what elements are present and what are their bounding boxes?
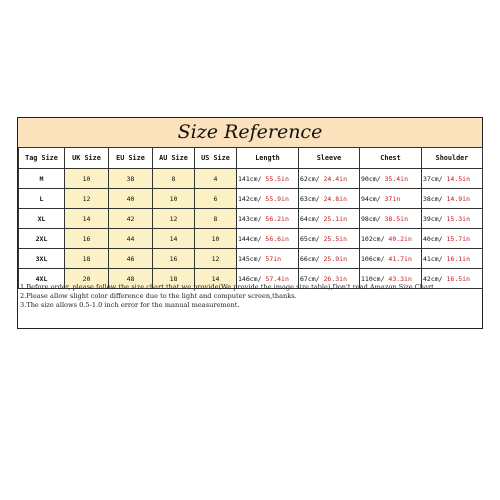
- length-cell: [237, 229, 299, 249]
- shoulder-cm: 38cm/: [423, 194, 443, 203]
- length-cell: [237, 249, 299, 269]
- chest-cell: [360, 249, 422, 269]
- au-size-cell: 10: [153, 189, 195, 209]
- size-table: [18, 147, 483, 289]
- shoulder-in: 16.5in: [446, 274, 470, 283]
- sleeve-cell: [299, 209, 360, 229]
- sleeve-cm: 67cm/: [300, 274, 320, 283]
- column-header-chest: Chest: [360, 148, 422, 169]
- table-row: [19, 189, 483, 209]
- table-row: [19, 169, 483, 189]
- page-title: Size Reference: [177, 121, 323, 143]
- chest-cell: [360, 229, 422, 249]
- column-header-us-size: US Size: [195, 148, 237, 169]
- notes-block: [20, 283, 478, 310]
- chest-cm: 106cm/: [361, 254, 385, 263]
- shoulder-in: 14.5in: [446, 174, 470, 183]
- sleeve-in: 26.3in: [323, 274, 347, 283]
- eu-size-cell: 40: [109, 189, 153, 209]
- tag-size-cell: 4XL: [19, 269, 65, 289]
- chest-in: 38.5in: [384, 214, 408, 223]
- shoulder-in: 15.7in: [446, 234, 470, 243]
- sleeve-in: 24.8in: [323, 194, 347, 203]
- au-size-cell: 14: [153, 229, 195, 249]
- column-header-eu-size: EU Size: [109, 148, 153, 169]
- au-size-cell: 8: [153, 169, 195, 189]
- length-cell: [237, 209, 299, 229]
- chest-cm: 90cm/: [361, 174, 381, 183]
- length-cell: [237, 189, 299, 209]
- chest-cell: [360, 189, 422, 209]
- shoulder-cell: [422, 229, 483, 249]
- uk-size-cell: 18: [65, 249, 109, 269]
- au-size-cell: 12: [153, 209, 195, 229]
- au-size-cell: 16: [153, 249, 195, 269]
- us-size-cell: 8: [195, 209, 237, 229]
- note-item: 2.Please allow slight color difference due to the light and computer screen,thanks.: [20, 292, 297, 300]
- chest-cell: [360, 209, 422, 229]
- tag-size-cell: XL: [19, 209, 65, 229]
- chest-in: 37in: [384, 194, 401, 203]
- sleeve-cm: 65cm/: [300, 234, 320, 243]
- shoulder-cm: 42cm/: [423, 274, 443, 283]
- shoulder-cell: [422, 209, 483, 229]
- us-size-cell: 6: [195, 189, 237, 209]
- shoulder-cell: [422, 169, 483, 189]
- chest-in: 41.7in: [388, 254, 412, 263]
- au-size-cell: 18: [153, 269, 195, 289]
- note-item: 1.Before order, please follow the size chart that we provide(We provide the image size table),Don't read Amazon Size Chart.: [20, 283, 436, 291]
- length-cm: 146cm/: [238, 274, 262, 283]
- uk-size-cell: 16: [65, 229, 109, 249]
- column-header-shoulder: Shoulder: [422, 148, 483, 169]
- column-header-au-size: AU Size: [153, 148, 195, 169]
- us-size-cell: 10: [195, 229, 237, 249]
- length-cm: 143cm/: [238, 214, 262, 223]
- chest-in: 40.2in: [388, 234, 412, 243]
- sleeve-cell: [299, 229, 360, 249]
- chest-in: 35.4in: [384, 174, 408, 183]
- sleeve-cell: [299, 249, 360, 269]
- chest-cm: 102cm/: [361, 234, 385, 243]
- size-reference-sheet: [17, 117, 483, 329]
- length-cell: [237, 169, 299, 189]
- tag-size-cell: L: [19, 189, 65, 209]
- chest-cell: [360, 169, 422, 189]
- uk-size-cell: 12: [65, 189, 109, 209]
- length-in: 55.5in: [265, 174, 289, 183]
- sleeve-in: 25.1in: [323, 214, 347, 223]
- note-item: 3.The size allows 0.5-1.0 inch error for the manual measurement.: [20, 301, 240, 309]
- us-size-cell: 12: [195, 249, 237, 269]
- us-size-cell: 4: [195, 169, 237, 189]
- column-header-tag-size: Tag Size: [19, 148, 65, 169]
- length-in: 55.9in: [265, 194, 289, 203]
- length-in: 57.4in: [265, 274, 289, 283]
- sleeve-cell: [299, 189, 360, 209]
- length-cm: 141cm/: [238, 174, 262, 183]
- sleeve-cell: [299, 169, 360, 189]
- uk-size-cell: 10: [65, 169, 109, 189]
- chest-cm: 110cm/: [361, 274, 385, 283]
- column-header-sleeve: Sleeve: [299, 148, 360, 169]
- length-cm: 144cm/: [238, 234, 262, 243]
- header-row: [19, 148, 483, 169]
- eu-size-cell: 44: [109, 229, 153, 249]
- shoulder-in: 14.9in: [446, 194, 470, 203]
- chest-cm: 94cm/: [361, 194, 381, 203]
- table-row: [19, 229, 483, 249]
- length-in: 56.2in: [265, 214, 289, 223]
- length-cm: 145cm/: [238, 254, 262, 263]
- uk-size-cell: 20: [65, 269, 109, 289]
- shoulder-in: 16.1in: [446, 254, 470, 263]
- eu-size-cell: 38: [109, 169, 153, 189]
- tag-size-cell: M: [19, 169, 65, 189]
- column-header-length: Length: [237, 148, 299, 169]
- uk-size-cell: 14: [65, 209, 109, 229]
- chest-cm: 98cm/: [361, 214, 381, 223]
- shoulder-in: 15.3in: [446, 214, 470, 223]
- sleeve-cm: 63cm/: [300, 194, 320, 203]
- title-bar: [18, 118, 482, 148]
- length-cm: 142cm/: [238, 194, 262, 203]
- length-in: 57in: [265, 254, 282, 263]
- column-header-uk-size: UK Size: [65, 148, 109, 169]
- shoulder-cell: [422, 189, 483, 209]
- us-size-cell: 14: [195, 269, 237, 289]
- table-row: [19, 209, 483, 229]
- chest-in: 43.3in: [388, 274, 412, 283]
- tag-size-cell: 3XL: [19, 249, 65, 269]
- sleeve-in: 25.5in: [323, 234, 347, 243]
- eu-size-cell: 42: [109, 209, 153, 229]
- sleeve-in: 25.9in: [323, 254, 347, 263]
- shoulder-cm: 37cm/: [423, 174, 443, 183]
- shoulder-cm: 39cm/: [423, 214, 443, 223]
- table-row: [19, 249, 483, 269]
- sleeve-in: 24.4in: [323, 174, 347, 183]
- sleeve-cm: 62cm/: [300, 174, 320, 183]
- shoulder-cell: [422, 249, 483, 269]
- sleeve-cm: 64cm/: [300, 214, 320, 223]
- sleeve-cm: 66cm/: [300, 254, 320, 263]
- shoulder-cm: 40cm/: [423, 234, 443, 243]
- eu-size-cell: 46: [109, 249, 153, 269]
- eu-size-cell: 48: [109, 269, 153, 289]
- tag-size-cell: 2XL: [19, 229, 65, 249]
- length-in: 56.6in: [265, 234, 289, 243]
- shoulder-cm: 41cm/: [423, 254, 443, 263]
